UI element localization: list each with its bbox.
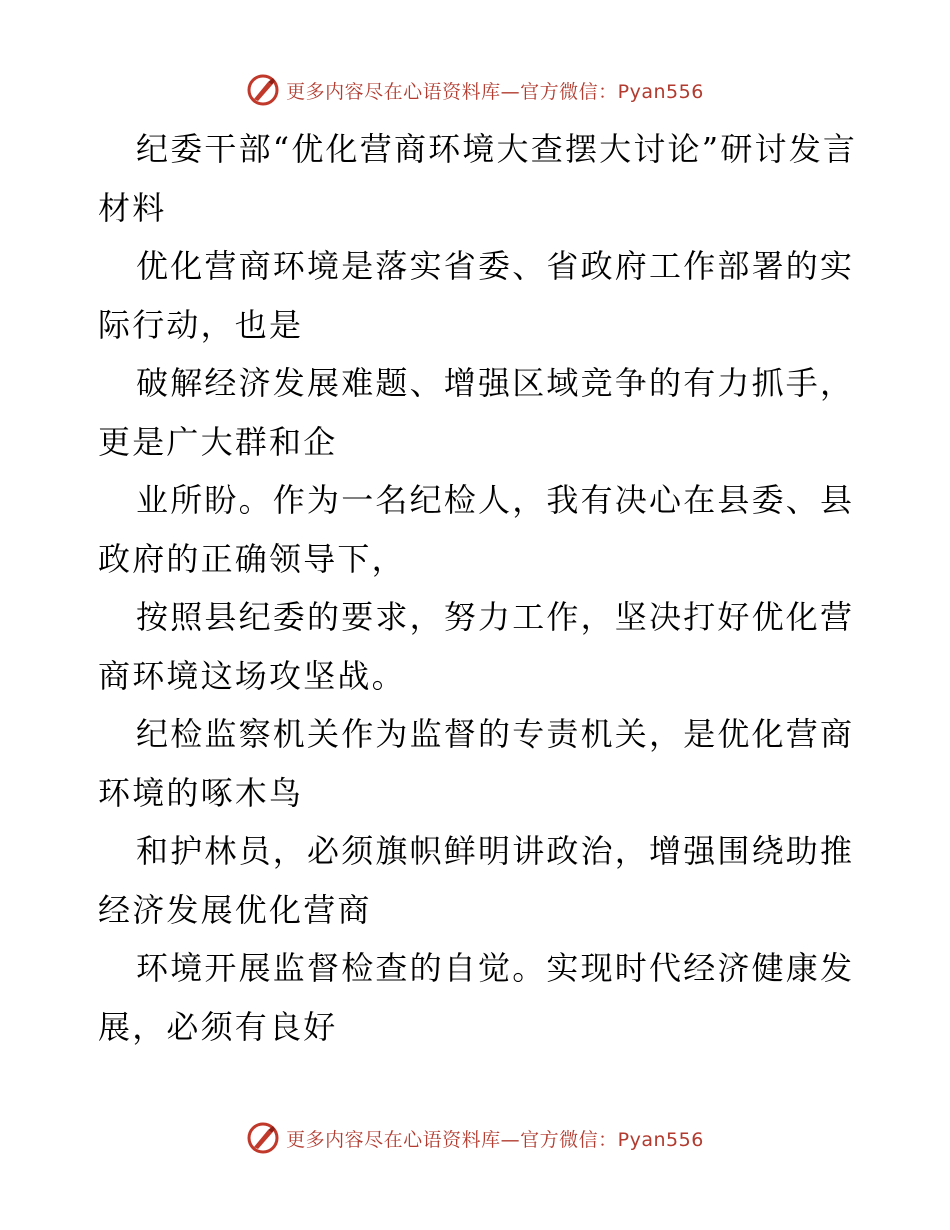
header-watermark [0,70,950,110]
document-title: 纪委干部“优化营商环境大查摆大讨论”研讨发言材料 [98,130,858,227]
watermark-text: 更多内容尽在心语资料库—官方微信：Pyan556 [286,80,704,103]
paragraph: 纪检监察机关作为监督的专责机关，是优化营商环境的啄木鸟 [98,715,855,812]
paragraph: 破解经济发展难题、增强区域竞争的有力抓手，更是广大群和企 [98,364,855,461]
red-quill-logo-icon [246,73,280,107]
footer-watermark [0,1118,950,1158]
paragraph: 环境开展监督检查的自觉。实现时代经济健康发展，必须有良好 [98,949,855,1046]
paragraph: 按照县纪委的要求，努力工作，坚决打好优化营商环境这场攻坚战。 [98,598,855,695]
watermark-text: 更多内容尽在心语资料库—官方微信：Pyan556 [286,1128,704,1151]
paragraph: 和护林员，必须旗帜鲜明讲政治，增强围绕助推经济发展优化营商 [98,832,855,929]
document-body [98,120,858,1056]
paragraph: 业所盼。作为一名纪检人，我有决心在县委、县政府的正确领导下， [98,481,855,578]
red-quill-logo-icon [246,1121,280,1155]
paragraph: 优化营商环境是落实省委、省政府工作部署的实际行动，也是 [98,247,855,344]
